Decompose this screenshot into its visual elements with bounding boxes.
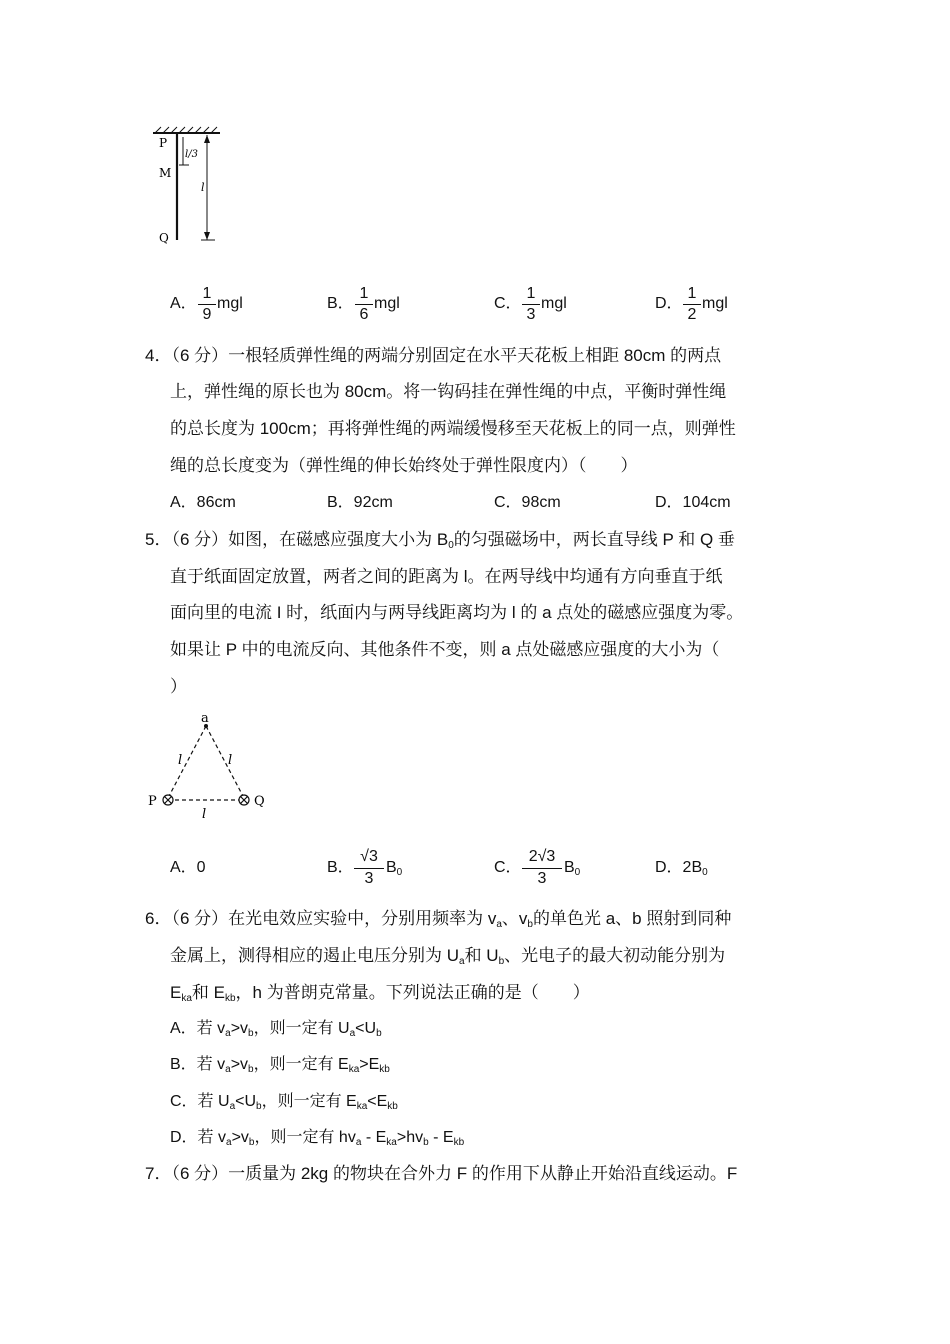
q5-line-1: 5．（6 分）如图，在磁感应强度大小为 $B_0$的匀强磁场中，两长直导线 P 和 Q 垂 (145, 530, 735, 551)
q3-option-b-fraction: 1 6 (353, 285, 375, 325)
q5-option-c-label: C． (494, 859, 522, 876)
q4-option-c: C．98cm (494, 494, 561, 511)
label-l-left: l (178, 753, 183, 768)
q5-option-c-fraction: 2√3 3 (520, 848, 564, 890)
q3-option-c-tail: mgl (541, 295, 567, 312)
label-l-right: l (228, 753, 233, 768)
wire-triangle-figure (140, 712, 280, 822)
q3-option-c-fraction: 1 3 (520, 285, 542, 325)
label-q2: Q (254, 794, 265, 809)
q6-option-b: B．若 $v_a>v_b$，则一定有 $E_{ka}>E_{kb}$ (170, 1056, 390, 1075)
q6-line-1: 6．（6 分）在光电效应实验中，分别用频率为 $v_a$、$v_b$的单色光 a、b 照射到同种 (145, 909, 732, 930)
label-p: P (159, 136, 168, 150)
label-l-third: l/3 (185, 149, 198, 160)
q4-option-d: D．104cm (655, 494, 731, 511)
q6-option-a: A．若 $v_a>v_b$，则一定有 $U_a<U_b$ (170, 1020, 382, 1039)
q5-option-b-label: B． (327, 859, 354, 876)
q3-option-a: A． (170, 295, 197, 312)
q6-option-d: D．若 $v_a>v_b$，则一定有 $hv_a - E_{ka}>hv_b - E_{kb}$ (170, 1129, 465, 1148)
q4-line-2: 上，弹性绳的原长也为 80cm。将一钩码挂在弹性绳的中点，平衡时弹性绳 (170, 382, 727, 401)
q5-line-4: 如果让 P 中的电流反向、其他条件不变，则 a 点处磁感应强度的大小为（ (170, 640, 720, 659)
q4-line-3: 的总长度为 100cm；再将弹性绳的两端缓慢移至天花板上的同一点，则弹性 (170, 419, 736, 438)
q3-option-d-fraction: 1 2 (681, 285, 703, 325)
label-m: M (159, 166, 172, 180)
q6-line-2: 金属上，测得相应的遏止电压分别为 $U_a$和 $U_b$、光电子的最大初动能分别为 (170, 946, 726, 967)
q4-option-a: A．86cm (170, 494, 236, 511)
q4-line-1: 4．（6 分）一根轻质弹性绳的两端分别固定在水平天花板上相距 80cm 的两点 (145, 346, 722, 365)
q3-option-d: D． (655, 295, 683, 312)
q6-option-c: C．若 $U_a<U_b$，则一定有 $E_{ka}<E_{kb}$ (170, 1093, 398, 1112)
q3-option-c: C． (494, 295, 522, 312)
q4-line-4: 绳的总长度变为（弹性绳的伸长始终处于弹性限度内）（ ） (170, 456, 638, 475)
q3-option-a-fraction: 1 9 (196, 285, 218, 325)
q5-option-b-tail: $B_0$ (386, 859, 403, 878)
label-l-bottom: l (202, 807, 207, 822)
q6-line-3: $E_{ka}$和 $E_{kb}$，h 为普朗克常量。下列说法正确的是（ ） (170, 983, 590, 1004)
q5-option-d: D．$2B_0$ (655, 859, 708, 878)
q7-line-1: 7．（6 分）一质量为 2kg 的物块在合外力 F 的作用下从静止开始沿直线运动。F (145, 1164, 738, 1183)
chain-figure (145, 125, 235, 250)
q3-option-d-tail: mgl (702, 295, 728, 312)
q5-line-3: 面向里的电流 I 时，纸面内与两导线距离均为 l 的 a 点处的磁感应强度为零。 (170, 603, 744, 622)
q5-line-2: 直于纸面固定放置，两者之间的距离为 l。在两导线中均通有方向垂直于纸 (170, 567, 723, 586)
q5-line-5: ） (170, 677, 187, 696)
q3-option-b: B． (327, 295, 354, 312)
label-l: l (201, 181, 205, 194)
q5-option-b-fraction: √3 3 (352, 848, 386, 890)
q3-option-a-tail: mgl (217, 295, 243, 312)
q3-option-b-tail: mgl (374, 295, 400, 312)
label-a: a (201, 712, 209, 726)
q5-option-a: A．0 (170, 859, 206, 876)
q5-option-c-tail: $B_0$ (564, 859, 581, 878)
label-q: Q (159, 231, 169, 245)
label-p2: P (148, 794, 157, 809)
q4-option-b: B．92cm (327, 494, 393, 511)
